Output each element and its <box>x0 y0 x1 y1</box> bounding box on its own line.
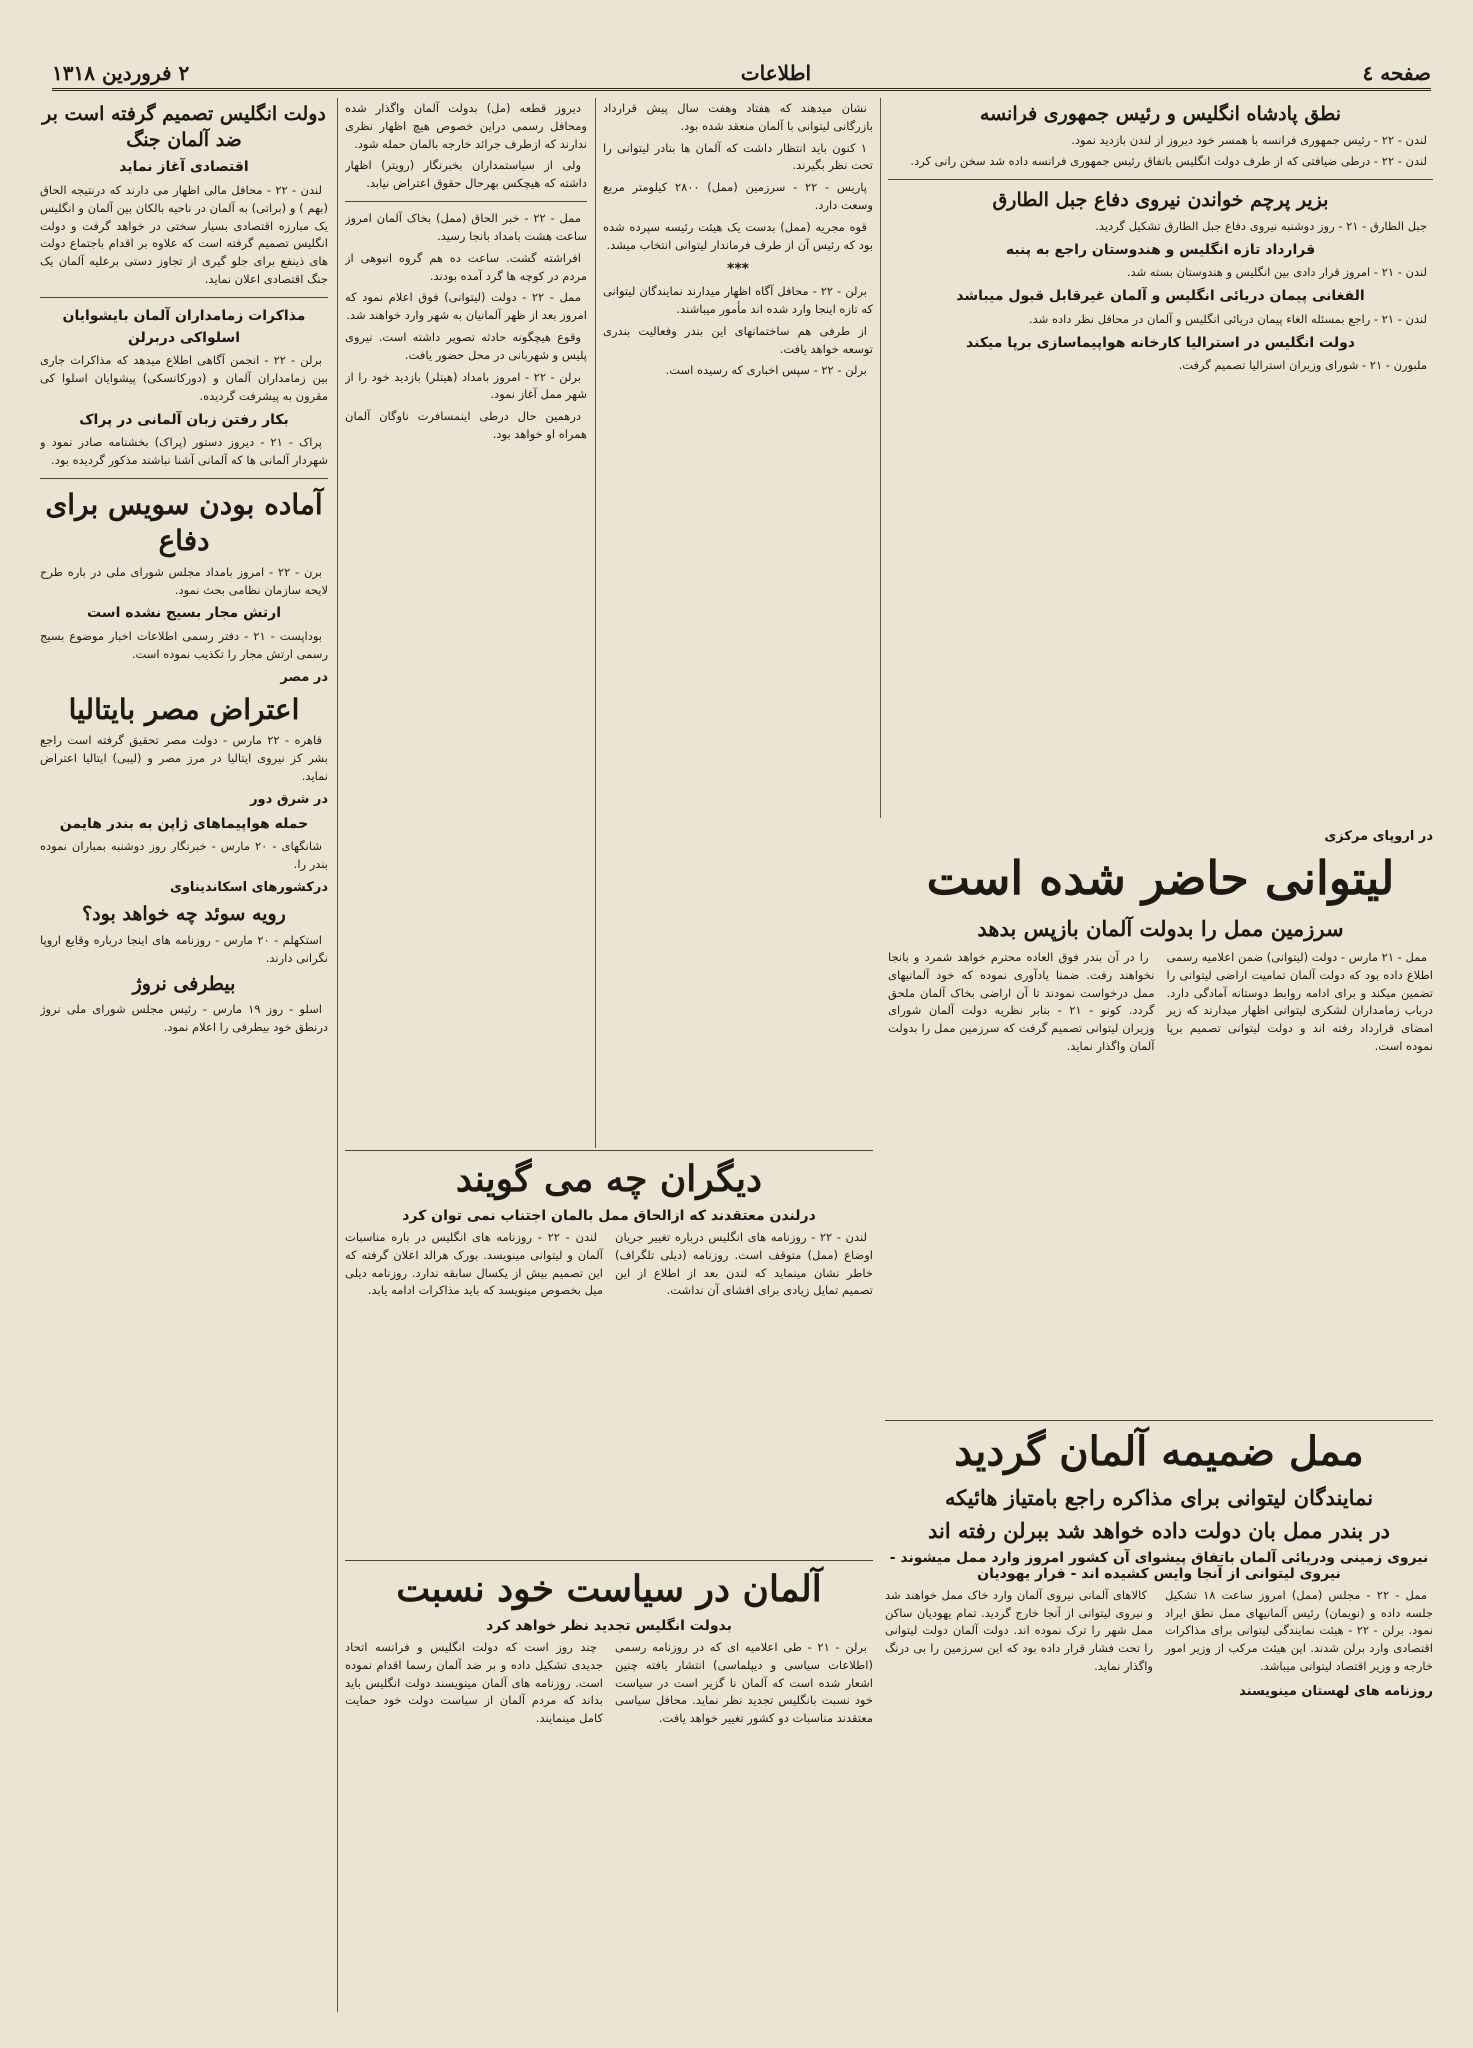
issue-date: ۲ فروردین ۱۳۱۸ <box>52 61 190 85</box>
headline-egypt-protest: اعتراض مصر بایتالیا <box>68 692 300 726</box>
headline-memel: ممل ضمیمه آلمان گردید <box>954 1428 1364 1475</box>
subheadline-lithuania: سرزمین ممل را بدولت آلمان بازپس بدهد <box>977 915 1344 941</box>
article-text: لندن - ۲۱ - راجع بمسئله الغاء پیمان دریائی انگلیس و آلمان در محافل نظر داده شد. <box>1028 311 1427 326</box>
article-text: استکهلم - ۲۰ مارس - روزنامه های اینجا درباره وقایع اروپا نگرانی دارند. <box>40 932 328 965</box>
article-text: دیروز قطعه (مل) بدولت آلمان واگذار شده ومحافل رسمی دراین خصوص هیچ اظهار نظری ندارند که ازطرف جرائد خارجه بالمان حمله شود. <box>345 101 587 151</box>
headline-sweden: رویه سوئد چه خواهد بود؟ <box>82 903 286 926</box>
article-text: وقوع هیچگونه حادثه تصویر داشته است. نیروی پلیس و شهربانی در محل حضور یافت. <box>345 329 587 362</box>
footer-line: روزنامه های لهستان مینویسند <box>1239 1683 1433 1699</box>
column-left <box>40 98 328 2012</box>
page-number: صفحه ٤ <box>1362 61 1431 85</box>
article-text: ۱ کنون باید انتظار داشت که آلمان ها بنادر لیتوانی را تحت نظر بگیرند. <box>603 140 873 173</box>
article-text: ملبورن - ۲۱ - شورای وزیران استرالیا تصمیم گرفت. <box>1178 358 1427 373</box>
article-text: لندن - ۲۲ - درطی ضیافتی که از طرف دولت انگلیس باتفاق رئیس جمهوری فرانسه داده شد سخن رانی کرد. <box>910 154 1427 169</box>
article-text: بوداپست - ۲۱ - دفتر رسمی اطلاعات اخبار موضوع بسیج رسمی ارتش مجار را تکذیب نموده است. <box>40 629 328 661</box>
subheadline: اقتصادی آغاز نماید <box>119 159 249 176</box>
article-text: برن - ۲۲ - امروز بامداد مجلس شورای ملی در باره طرح لایحه سازمان نظامی بحث نمود. <box>40 564 328 597</box>
article-text: پاریس - ۲۲ - سرزمین (ممل) ۲۸۰۰ کیلومتر مربع وسعت دارد. <box>603 180 873 213</box>
headline-gibraltar: بزیر پرچم خواندن نیروی دفاع جبل الطارق <box>992 189 1329 212</box>
headline-king-speech: نطق پادشاه انگلیس و رئیس جمهوری فرانسه <box>979 103 1342 125</box>
section-tag: درکشورهای اسکاندیناوی <box>169 880 328 896</box>
article-text: برلن - ۲۲ - امروز بامداد (هیتلر) بازدید خود را از شهر ممل آغاز نمود. <box>345 369 587 402</box>
column-rule <box>880 98 881 818</box>
subheadline-memel-1: نمایندگان لیتوانی برای مذاکره راجع بامتیاز هائیکه <box>944 1485 1374 1510</box>
article-text: چند روز است که دولت انگلیس و فرانسه اتحاد جدیدی تشکیل داده و بر ضد آلمان رسما اقدام نموده است. روزنامه های آلمان مینویسند دولت انگلیس باید بداند که مردم آلمان از سیاست دولت خود حمایت کامل مینمایند. <box>345 1640 603 1726</box>
subheadline-germany: بدولت انگلیس تجدید نظر خواهد کرد <box>486 1618 732 1634</box>
headline-germany-policy: آلمان در سیاست خود نسبت <box>396 1568 822 1610</box>
headline-naval-pact: الفغانی پیمان دریائی انگلیس و آلمان غیرقابل قبول میباشد <box>956 288 1365 305</box>
article-text: برلن - ۲۲ - سپس اخباری که رسیده است. <box>665 363 867 378</box>
article-text: لندن - ۲۲ - روزنامه های انگلیس در باره مناسبات آلمان و لیتوانی مینویسد. بورک هرالد اعلان گرفته که این تصمیم بیش از یکسال سابقه ندارد. روزنامه دیلی میل بخصوص مینویسد که باید مذاکرات ادامه یابد. <box>345 1230 603 1298</box>
article-text: پراک - ۲۱ - دیروز دستور (پراک) بخشنامه صادر نمود و شهردار آلمانی ها که آلمانی آشنا نباشند مذکور گردیده بود. <box>40 435 328 468</box>
headline-anglo-german-war: دولت انگلیس تصمیم گرفته است بر ضد آلمان جنگ <box>42 103 326 151</box>
article-text: لندن - ۲۲ - رئیس جمهوری فرانسه با همسر خود دیروز از لندن بازدید نمود. <box>1071 132 1427 147</box>
article-text: جبل الطارق - ۲۱ - روز دوشنبه نیروی دفاع جبل الطارق تشکیل گردید. <box>1095 218 1427 233</box>
headline-norway-neutrality: بیطرفی نروژ <box>132 972 236 995</box>
article-text: ممل - ۲۲ - دولت (لیتوانی) فوق اعلام نمود که امروز بعد از ظهر آلمانیان به شهر وارد خواهند شد. <box>345 290 587 323</box>
headline-australia-aircraft: دولت انگلیس در استرالیا کارخانه هواپیماسازی برپا میکند <box>966 334 1355 351</box>
headline-lithuania: لیتوانی حاضر شده است <box>926 851 1395 905</box>
subheadline-others: درلندن معتقدند که ازالحاق ممل بالمان اجتناب نمی توان کرد <box>402 1208 816 1224</box>
subheadline-memel-2: در بندر ممل بان دولت داده خواهد شد ببرلن رفته اند <box>928 1518 1390 1544</box>
article-text: قوه مجریه (ممل) بدست یک هیئت رئیسه سپرده شده بود که رئیس آن از طرف فرماندار لیتوانی انتخاب میشد. <box>603 219 873 252</box>
column-rule <box>337 98 338 2012</box>
article-text: را در آن بندر فوق العاده محترم خواهد شمرد و بانجا نخواهند رفت. ضمنا یادآوری نموده که خود آلمانیهای ممل درخواست نمودند تا آن اراضی بخاک آلمان ملحق گردد. کونو - ۲۱ - بنابر نظریه دولت آلمان شورای وزیران لیتوانی تصمیم گرفت که سرزمین ممل را بدولت آلمان واگذار نماید. <box>888 949 1155 1053</box>
section-tag: در مصر <box>280 669 328 685</box>
article-text: ممل - ۲۱ مارس - دولت (لیتوانی) ضمن اعلامیه رسمی اطلاع داده بود که دولت آلمان تمامیت اراضی لیتوانی را تضمین میکند و برای ادامه روابط دوستانه آمادگی دارد. درباب زمامداران لشکری لیتوانی اظهار میدارند که زیر امضای قرارداد رفته اند و دولت لیتوانی تصمیم برپا نموده است. <box>1166 949 1433 1053</box>
article-text: لندن - ۲۲ - روزنامه های انگلیس درباره تغییر جریان اوضاع (ممل) متوقف است. روزنامه (دیلی تلگراف) خاطر نشان مینماید که لندن بعد از اطلاع از این تصمیم تمایل زیادی برای افشای آن نداشت. <box>615 1230 873 1298</box>
article-text: از طرفی هم ساختمانهای این بندر وفعالیت بندری توسعه خواهد یافت. <box>603 323 873 356</box>
headline-swiss-defense: آماده بودن سویس برای دفاع <box>45 487 323 558</box>
headline-others-say: دیگران چه می گویند <box>455 1158 763 1200</box>
section-tag: در شرق دور <box>250 791 328 807</box>
article-text: اسلو - روز ۱۹ مارس - رئیس مجلس شورای ملی نروژ درنطق خود بیطرفی را اعلام نمود. <box>40 1002 328 1034</box>
article-text: درهمین حال درطی اینمسافرت ناوگان آلمان همراه او خواهد بود. <box>345 409 587 441</box>
section-tag: در اروپای مرکزی <box>1324 829 1433 844</box>
column-rule <box>595 98 596 1148</box>
memel-annexed <box>885 1420 1433 2013</box>
article-text: قاهره - ۲۲ مارس - دولت مصر تحقیق گرفته است راجع بشر کز نیروی ایتالیا در مرز مصر و (لیبی) ایتالیا اعتراض نماید. <box>40 733 328 783</box>
headline-hungary-army: ارتش مجار بسیج نشده است <box>86 605 282 622</box>
lead-lithuania <box>888 825 1433 1415</box>
article-text: کالاهای آلمانی نیروی آلمان وارد خاک ممل خواهند شد و نیروی لیتوانی از آنجا خارج گردید. تمام یهودیان ساکن ممل شهر را ترک نموده اند. دولت آلمان دولت لیتوانی را تحت فشار قرار داده بود که این سرزمین را بی درنگ واگذار نماید. <box>885 1587 1153 1674</box>
article-text: شانگهای - ۲۰ مارس - خبرنگار روز دوشنبه بمباران نموده بندر را. <box>40 839 328 872</box>
germany-policy <box>345 1560 873 2011</box>
article-text: برلن - ۲۲ - محافل آگاه اظهار میدارند نمایندگان لیتوانی که تازه اینجا وارد شده اند مأمور میباشند. <box>603 284 873 316</box>
article-text: لندن - ۲۲ - محافل مالی اظهار می دارند که درنتیجه الحاق (بهم ) و (براتی) به آلمان در ناحیه بالکان بین آلمان و انگلیس یک مبارزه اقتصادی بسیار سختی در خواهد گرفت و دولت انگلیس تصمیم گرفته است که علاوه بر اقدام باجتماع دولت های ذینفع برای جلو گیری از تجاوز دستی برعلیه آلمان یک جنگ اقتصادی اعلان نماید. <box>40 182 328 287</box>
article-text: ممل - ۲۲ - مجلس (ممل) امروز ساعت ۱۸ تشکیل جلسه داده و (نویمان) رئیس آلمانیهای ممل نطق ایراد نمود. برلن - ۲۲ - هیئت نمایندگی لیتوانی برای مذاکرات اقتصادی وارد برلن شدند. این هیئت مرکب از وزیر امور خارجه و وزیر اقتصاد لیتوانی میباشد. <box>1165 1587 1433 1674</box>
others-say <box>345 1150 873 1481</box>
column-c <box>603 98 873 1148</box>
article-text: برلن - ۲۱ - طی اعلامیه ای که در روزنامه رسمی (اطلاعات سیاسی و دیپلماسی) انتشار یافته چنین اشعار شده است که آلمان نا گزیر است در سیاست خود نسبت بانگلیس تجدید نظر نماید. محافل سیاسی معتقدند مناسبات دو کشور تغییر خواهد یافت. <box>615 1640 873 1726</box>
column-right-top <box>888 98 1433 818</box>
article-text: نشان میدهند که هفتاد وهفت سال پیش قرارداد بازرگانی لیتوانی با آلمان منعقد شده بود. <box>603 101 873 133</box>
article-text: لندن - ۲۱ - امروز قرار دادی بین انگلیس و هندوستان بسته شد. <box>1126 265 1427 280</box>
article-text: ولی از سیاستمداران بخبرنگار (رویتر) اظهار داشته که هیچکس بهرحال حقوق اعتراض نیابد. <box>345 158 587 191</box>
masthead <box>52 58 1431 91</box>
article-text: افراشته گشت. ساعت ده هم گروه انبوهی از مردم در کوچه ها گرد آمده بودند. <box>345 250 587 283</box>
separator-stars: *** <box>727 260 749 277</box>
article-text: ممل - ۲۲ - خبر الحاق (ممل) بخاک آلمان امروز ساعت هشت بامداد بانجا رسید. <box>345 211 587 243</box>
headline-slovak-talks: مذاکرات زمامداران آلمان بایشوایان اسلواکی دربرلن <box>62 307 306 346</box>
article-text: برلن - ۲۲ - انجمن آگاهی اطلاع میدهد که مذاکرات جاری بین زمامداران آلمان و (دورکانسکی) پیشوایان اسلوا کی مقرون به پیشرفت گردیده. <box>40 353 328 403</box>
column-b <box>345 98 587 1148</box>
headline-japan-raid: حمله هواپیماهای ژاپن به بندر هایمن <box>59 815 309 832</box>
headline-cotton-treaty: قرارداد تازه انگلیس و هندوستان راجع به پنبه <box>1005 241 1316 258</box>
headline-prague-language: بکار رفتن زبان آلمانی در پراک <box>79 411 289 428</box>
paper-name: اطلاعات <box>740 61 812 85</box>
subheadline-memel-3: نیروی زمینی ودریائی آلمان باتفاق پیشوای آن کشور امروز وارد ممل میشوند - نیروی لیتوانی از آنجا وایس کشیده اند - فرار یهودیان <box>889 1549 1429 1582</box>
